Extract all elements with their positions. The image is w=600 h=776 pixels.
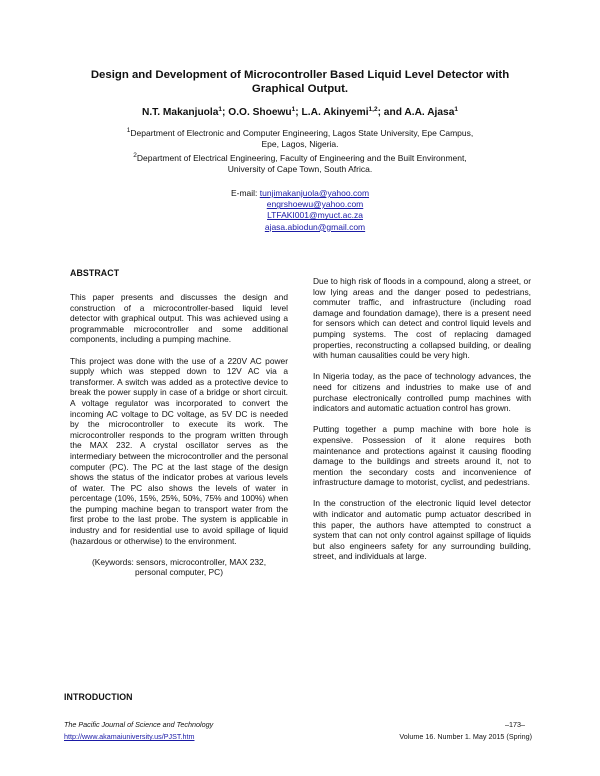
- right-column-body: [313, 276, 531, 573]
- author-name: N.T. Makanjuola: [141, 107, 219, 118]
- author-list: [40, 106, 560, 119]
- keywords: [70, 557, 288, 578]
- title-line-2: Graphical Output.: [251, 83, 349, 95]
- affiliation-2: [60, 153, 540, 174]
- author-separator: ;: [222, 107, 229, 118]
- abstract-paragraph: This project was done with the use of a 220V AC power supply which was stepped down to 12V AC via a transformer. A switch was added as a protective device to break the power supply in case of a bridge or short circuit. A voltage regulator was incorporated to convert the incoming AC voltage to DC voltage, as 5V DC is needed by the microcontroller to execute its work. The microcontroller responds to the program written through the MAX 232. A crystal oscillator serves as the intermediary between the microcontroller and the personal computer (PC). The PC at the last stage of the design shows the status of the indicator probes at various levels of water. The PC also shows the levels of water in percentage (10%, 15%, 25%, 50%, 75% and 100%) when the pumping machine began to transport water from the first probe to the last probe. The system is applicable in industry and for residential use to avoid spillage of liquid (hazardous or otherwise) to the environment.: [70, 355, 288, 546]
- footer-page-number: –173–: [505, 720, 525, 729]
- author-affil-sup: 1: [218, 106, 223, 113]
- affil-sup: 2: [133, 152, 137, 159]
- body-paragraph: In the construction of the electronic liquid level detector with indicator and automatic pump actuator described in this paper, the authors have attempted to construct a system that can not only control against spillage of liquids but also engineers safety for any surrounding building, street, and individuals at large.: [313, 498, 531, 562]
- email-link[interactable]: tunjimakanjuola@yahoo.com: [259, 188, 370, 198]
- introduction-heading: INTRODUCTION: [64, 692, 133, 702]
- author-name: L.A. Akinyemi: [301, 107, 369, 118]
- author-name: O.O. Shoewu: [228, 107, 292, 118]
- keywords-line: personal computer, PC): [135, 567, 223, 578]
- abstract-heading: ABSTRACT: [70, 268, 120, 278]
- author-affil-sup: 1: [454, 106, 459, 113]
- keywords-line: (Keywords: sensors, microcontroller, MAX 232,: [91, 556, 267, 567]
- body-paragraph: Due to high risk of floods in a compound, along a street, or low lying areas and the danger posed to pedestrians, commuter traffic, and infrastructure (including road damage and foundation damage), there is a present need for sensors which can detect and control liquid levels and pumping systems. The cost of replacing damaged properties, reconstructing a collapsed building, or dealing with human causalities could be very high.: [313, 276, 531, 361]
- email-block: [150, 188, 450, 233]
- paper-title: [60, 68, 540, 96]
- abstract-paragraph: This paper presents and discusses the design and construction of a microcontroller-based liquid level detector with graphical output. This was achieved using a programmable microcontroller and some additional components, including a pumping machine.: [70, 292, 288, 345]
- author-affil-sup: 1: [291, 106, 296, 113]
- author-separator: ; and: [377, 107, 405, 118]
- email-link[interactable]: LTFAKI001@myuct.ac.za: [267, 210, 363, 221]
- footer-journal-link[interactable]: http://www.akamaiuniversity.us/PJST.htm: [64, 732, 195, 741]
- abstract-body: [70, 292, 288, 578]
- affil-sup: 1: [126, 127, 131, 134]
- title-line-1: Design and Development of Microcontroller Based Liquid Level Detector with: [90, 69, 510, 81]
- email-link[interactable]: ajasa.abiodun@gmail.com: [264, 221, 366, 232]
- affil-line: Department of Electronic and Computer Engineering, Lagos State University, Epe Campus,: [130, 128, 474, 138]
- affil-line: University of Cape Town, South Africa.: [227, 163, 373, 174]
- affiliation-1: [60, 128, 540, 149]
- author-affil-sup: 1,2: [368, 106, 378, 113]
- email-label: E-mail:: [230, 188, 260, 198]
- email-link[interactable]: engrshoewu@yahoo.com: [266, 199, 364, 210]
- footer-journal-name: The Pacific Journal of Science and Technology: [64, 720, 214, 729]
- author-name: A.A. Ajasa: [404, 107, 455, 118]
- affil-line: Department of Electrical Engineering, Faculty of Engineering and the Built Environment,: [136, 153, 467, 163]
- body-paragraph: Putting together a pump machine with bore hole is expensive. Possession of it alone requires both maintenance and protections against it causing flooding damage to the buildings and streets around it, not to mention the secondary costs and inconvenience of infrastructure damage to motorist, cyclist, and pedestrians.: [313, 424, 531, 488]
- footer-issue-info: Volume 16. Number 1. May 2015 (Spring): [399, 732, 532, 741]
- affil-line: Epe, Lagos, Nigeria.: [261, 138, 339, 149]
- author-separator: ;: [295, 107, 302, 118]
- body-paragraph: In Nigeria today, as the pace of technology advances, the need for citizens and industries to make use of and purchase electronically controlled pump machines with indicators and automatic actuation control has grown.: [313, 371, 531, 414]
